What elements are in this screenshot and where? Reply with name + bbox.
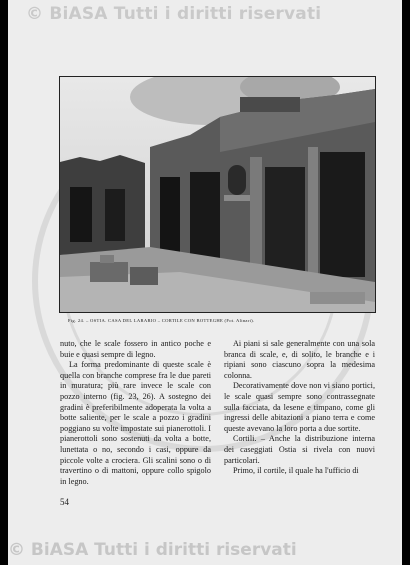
paragraph: Decorativamente dove non vi siano portici, le scale quasi sempre sono contrassegnate sulla facciata, da lesene e timpano, come gli ingressi delle abitazioni a piano terra e come queste avevano la loro porta a due sortite. bbox=[224, 381, 375, 433]
page-number: 54 bbox=[60, 497, 69, 507]
figure-caption: Fig. 24. – OSTIA. CASA DEL LARARIO – CORTILE CON BOTTEGHE (Fot. Alinari). bbox=[68, 318, 255, 323]
paragraph: Cortili. – Anche la distribuzione interna dei caseggiati Ostia si rivela con nuovi particolari. bbox=[224, 434, 375, 465]
paragraph: Ai piani si sale generalmente con una sola branca di scale, e, di solito, le branche e i ripiani sono ciascuno sopra la medesima colonna. bbox=[224, 339, 375, 380]
watermark-bottom: © BiASA Tutti i diritti riservati bbox=[8, 540, 297, 560]
paragraph: Primo, il cortile, il quale ha l'ufficio di bbox=[233, 466, 359, 476]
right-text-column bbox=[224, 339, 375, 477]
courtyard-photograph bbox=[59, 76, 376, 313]
photo-illustration bbox=[60, 77, 375, 312]
left-text-column bbox=[60, 339, 211, 487]
watermark-top: © BiASA Tutti i diritti riservati bbox=[26, 4, 322, 24]
paragraph: nuto, che le scale fossero in antico poche e buie e quasi sempre di legno. bbox=[60, 339, 211, 359]
book-page bbox=[8, 0, 402, 565]
paragraph: La forma predominante di queste scale è quella con branche comprese fra le due pareti in muratura; più rare invece le scale con pozzo interno (fig. 23, 26). A sostegno dei gradini è preferibilmente adoperata la volta a botte saliente, per le scale a pozzo i gradini poggiano su volte impostate sui pianerottoli. I pianerottoli sono sostenuti da volta a botte, lunettata o no, secondo i casi, oppure da piccole volte a crociera. Gli scalini sono o di travertino o di mattoni, oppure collo spigolo in legno. bbox=[60, 360, 211, 486]
